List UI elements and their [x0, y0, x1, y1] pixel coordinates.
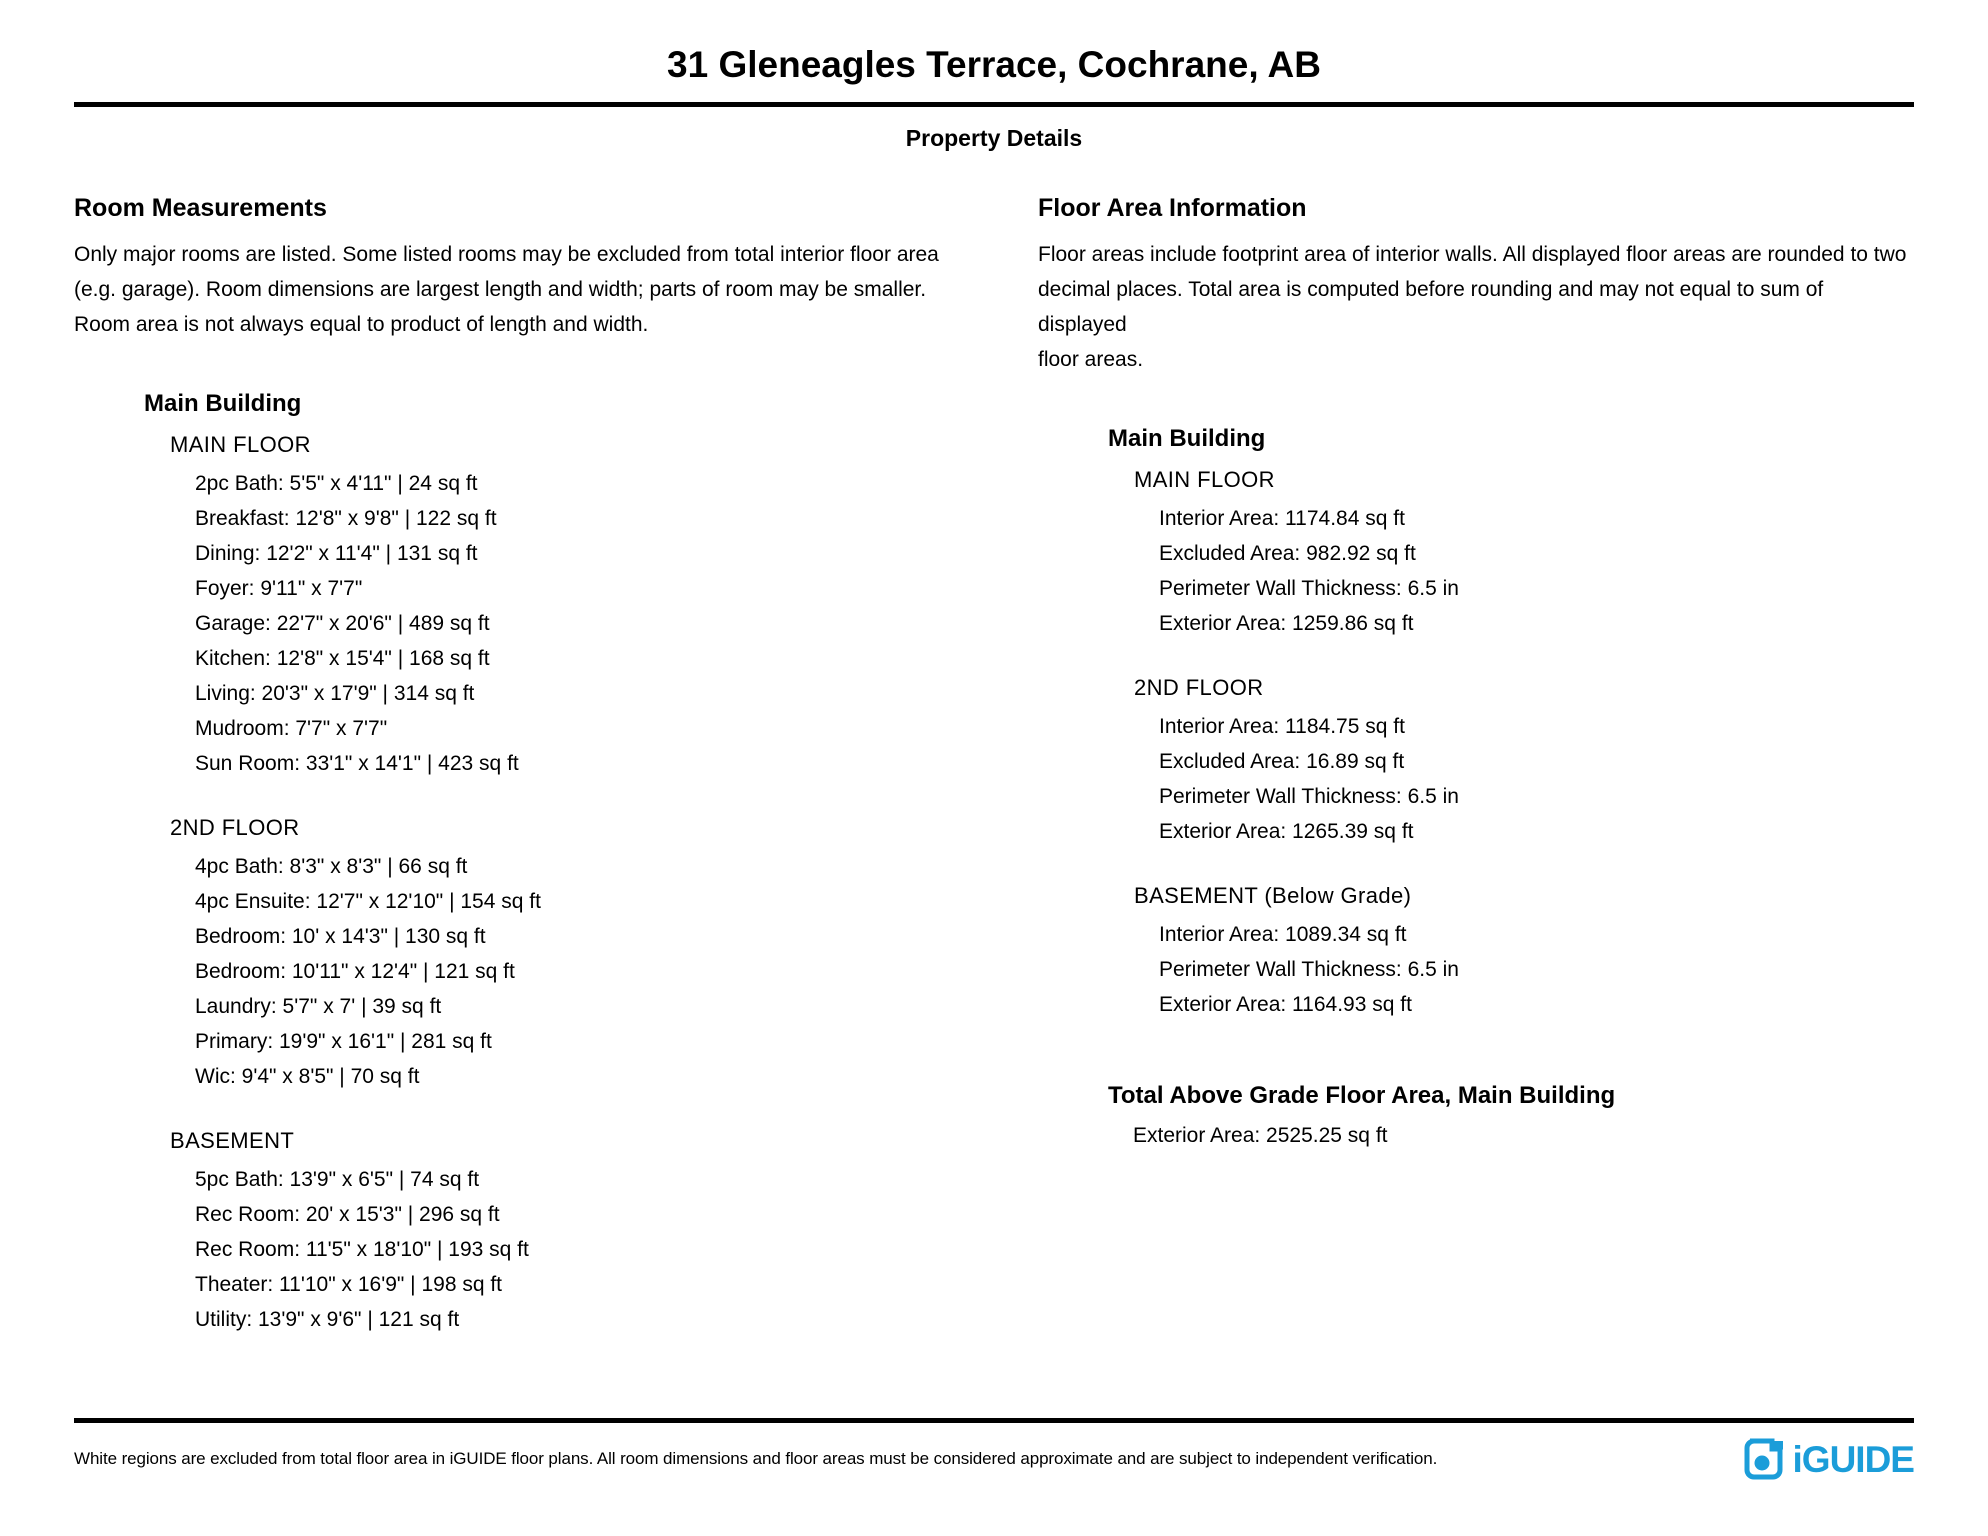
area-line: Interior Area: 1174.84 sq ft [1159, 507, 1405, 530]
room-line: Kitchen: 12'8" x 15'4" | 168 sq ft [195, 647, 490, 670]
room-line: Breakfast: 12'8" x 9'8" | 122 sq ft [195, 507, 497, 530]
floor-name: MAIN FLOOR [170, 432, 311, 457]
room-line: Garage: 22'7" x 20'6" | 489 sq ft [195, 612, 490, 635]
room-line: Bedroom: 10'11" x 12'4" | 121 sq ft [195, 960, 515, 983]
room-line: Bedroom: 10' x 14'3" | 130 sq ft [195, 925, 486, 948]
floor-name: 2ND FLOOR [170, 815, 300, 840]
room-list [195, 466, 994, 781]
floor-main-floor-rooms [170, 432, 994, 781]
note-line: Only major rooms are listed. Some listed rooms may be excluded from total interior floor area [74, 243, 939, 266]
floor-area-note [1038, 237, 1914, 377]
floor-area-heading: Floor Area Information [1038, 194, 1307, 222]
floor-2nd-floor-rooms [170, 815, 994, 1094]
area-line: Perimeter Wall Thickness: 6.5 in [1159, 577, 1459, 600]
room-line: Theater: 11'10" x 16'9" | 198 sq ft [195, 1273, 503, 1296]
note-line: (e.g. garage). Room dimensions are largest length and width; parts of room may be smaller. [74, 278, 927, 301]
iguide-camera-icon [1743, 1437, 1787, 1481]
note-line: Floor areas include footprint area of interior walls. All displayed floor areas are rounded to two [1038, 243, 1907, 266]
page-subtitle: Property Details [905, 125, 1083, 151]
floor-2nd-floor-areas [1134, 675, 1914, 849]
iguide-logo [1743, 1437, 1914, 1481]
building-name: Main Building [1108, 425, 1266, 452]
main-building-areas [1108, 425, 1914, 1022]
room-measurements-section [74, 194, 994, 1337]
content-columns [74, 194, 1914, 1337]
area-line: Exterior Area: 1164.93 sq ft [1159, 993, 1412, 1016]
note-line: Room area is not always equal to product of length and width. [74, 313, 649, 336]
room-list [195, 1162, 994, 1337]
total-exterior-area: Exterior Area: 2525.25 sq ft [1133, 1124, 1388, 1147]
floor-basement-areas [1134, 883, 1914, 1022]
floor-name: 2ND FLOOR [1134, 675, 1264, 700]
area-line: Exterior Area: 1259.86 sq ft [1159, 612, 1414, 635]
floor-main-floor-areas [1134, 467, 1914, 641]
room-list [195, 849, 994, 1094]
iguide-logo-text: iGUIDE [1792, 1438, 1914, 1480]
area-line: Perimeter Wall Thickness: 6.5 in [1159, 958, 1459, 981]
room-line: Primary: 19'9" x 16'1" | 281 sq ft [195, 1030, 492, 1053]
note-line: decimal places. Total area is computed before rounding and may not equal to sum of displayed [1038, 278, 1824, 336]
room-line: 4pc Ensuite: 12'7" x 12'10" | 154 sq ft [195, 890, 541, 913]
main-building-rooms [144, 390, 994, 1337]
room-line: 2pc Bath: 5'5" x 4'11" | 24 sq ft [195, 472, 478, 495]
room-line: Living: 20'3" x 17'9" | 314 sq ft [195, 682, 475, 705]
area-line: Interior Area: 1089.34 sq ft [1159, 923, 1407, 946]
room-line: 4pc Bath: 8'3" x 8'3" | 66 sq ft [195, 855, 468, 878]
room-line: Sun Room: 33'1" x 14'1" | 423 sq ft [195, 752, 519, 775]
note-line: floor areas. [1038, 348, 1144, 371]
total-above-grade-block [1108, 1082, 1914, 1148]
room-measurements-note [74, 237, 994, 342]
floor-basement-rooms [170, 1128, 994, 1337]
title-divider [74, 102, 1914, 107]
total-heading: Total Above Grade Floor Area, Main Building [1108, 1082, 1616, 1109]
area-list [1159, 709, 1914, 849]
room-line: Laundry: 5'7" x 7' | 39 sq ft [195, 995, 442, 1018]
building-name: Main Building [144, 390, 302, 417]
room-measurements-heading: Room Measurements [74, 194, 327, 222]
area-line: Exterior Area: 1265.39 sq ft [1159, 820, 1414, 843]
area-line: Perimeter Wall Thickness: 6.5 in [1159, 785, 1459, 808]
page-title: 31 Gleneagles Terrace, Cochrane, AB [667, 44, 1321, 85]
room-line: Wic: 9'4" x 8'5" | 70 sq ft [195, 1065, 420, 1088]
area-line: Excluded Area: 16.89 sq ft [1159, 750, 1405, 773]
area-line: Interior Area: 1184.75 sq ft [1159, 715, 1405, 738]
room-line: Rec Room: 20' x 15'3" | 296 sq ft [195, 1203, 500, 1226]
footer-disclaimer: White regions are excluded from total floor area in iGUIDE floor plans. All room dimensions and floor areas must be considered approximate and are subject to independent verification. [74, 1449, 1438, 1468]
room-line: Dining: 12'2" x 11'4" | 131 sq ft [195, 542, 478, 565]
area-list [1159, 917, 1914, 1022]
room-line: 5pc Bath: 13'9" x 6'5" | 74 sq ft [195, 1168, 480, 1191]
room-line: Foyer: 9'11" x 7'7" [195, 577, 363, 600]
area-list [1159, 501, 1914, 641]
floor-name: MAIN FLOOR [1134, 467, 1275, 492]
room-line: Mudroom: 7'7" x 7'7" [195, 717, 388, 740]
room-line: Utility: 13'9" x 9'6" | 121 sq ft [195, 1308, 460, 1331]
room-line: Rec Room: 11'5" x 18'10" | 193 sq ft [195, 1238, 529, 1261]
floor-name: BASEMENT (Below Grade) [1134, 883, 1412, 908]
floor-area-section [994, 194, 1914, 1337]
area-line: Excluded Area: 982.92 sq ft [1159, 542, 1416, 565]
page-footer [74, 1418, 1914, 1481]
floor-name: BASEMENT [170, 1128, 295, 1153]
